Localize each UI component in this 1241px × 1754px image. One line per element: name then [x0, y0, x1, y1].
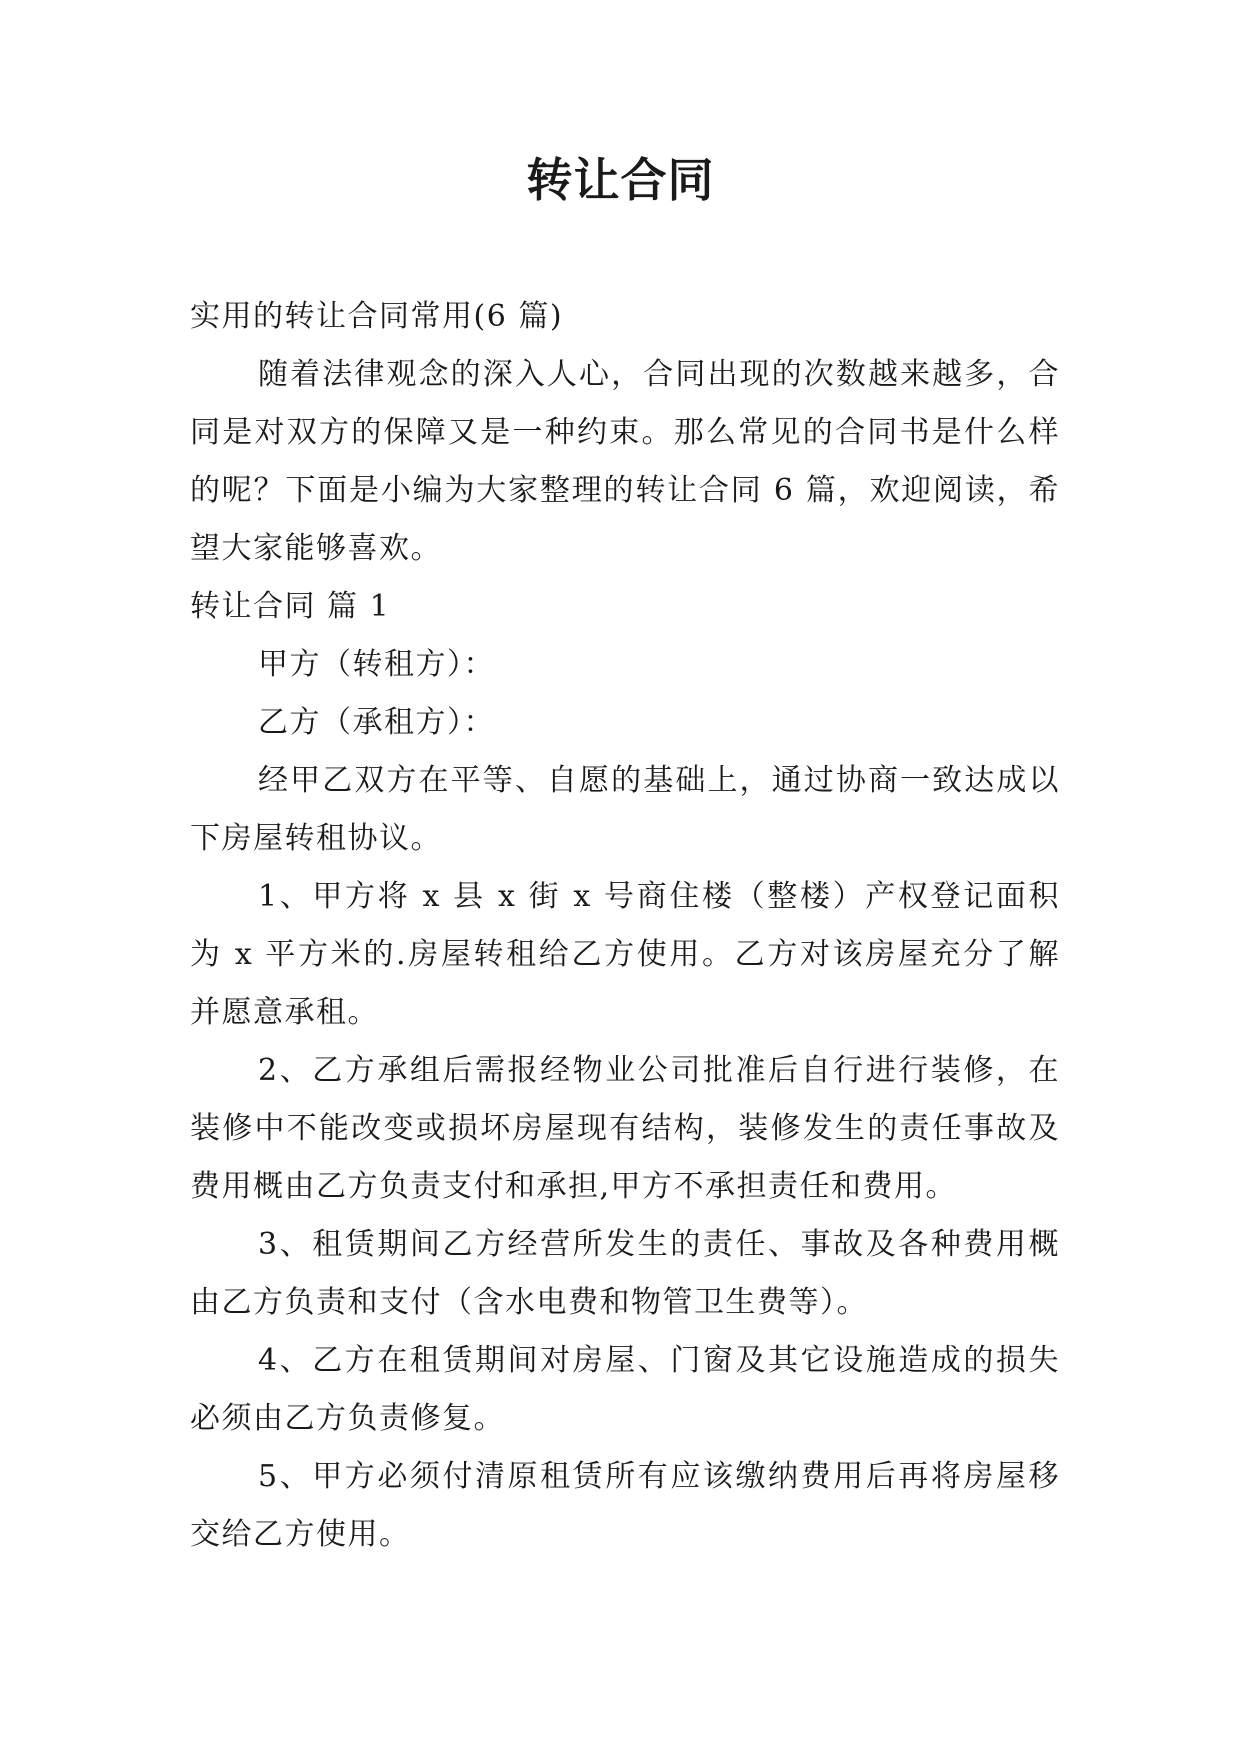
document-subtitle: 实用的转让合同常用(6 篇) — [190, 299, 564, 334]
intro-paragraph: 随着法律观念的深入人心，合同出现的次数越来越多，合同是对双方的保障又是一种约束。那么常见的合同书是什么样的呢？下面是小编为大家整理的转让合同 6 篇，欢迎阅读，希望大家能够喜欢。 — [190, 357, 1060, 566]
party-b-line: 乙方（承租方）： — [258, 705, 495, 740]
clause-2: 2、乙方承组后需报经物业公司批准后自行进行装修，在装修中不能改变或损坏房屋现有结构，装修发生的责任事故及费用概由乙方负责支付和承担,甲方不承担责任和费用。 — [190, 1053, 1060, 1204]
document-body — [190, 288, 1060, 1564]
document-title: 转让合同 — [526, 153, 715, 207]
clause-1: 1、甲方将 x 县 x 街 x 号商住楼（整楼）产权登记面积为 x 平方米的.房屋转租给乙方使用。乙方对该房屋充分了解并愿意承租。 — [190, 879, 1060, 1030]
clause-4: 4、乙方在租赁期间对房屋、门窗及其它设施造成的损失必须由乙方负责修复。 — [190, 1343, 1060, 1436]
clause-5: 5、甲方必须付清原租赁所有应该缴纳费用后再将房屋移交给乙方使用。 — [190, 1459, 1060, 1552]
party-a-line: 甲方（转租方）： — [258, 647, 495, 682]
clause-3: 3、租赁期间乙方经营所发生的责任、事故及各种费用概由乙方负责和支付（含水电费和物管卫生费等）。 — [190, 1227, 1060, 1320]
section-heading: 转让合同 篇 1 — [190, 589, 391, 624]
preamble-paragraph: 经甲乙双方在平等、自愿的基础上，通过协商一致达成以下房屋转租协议。 — [190, 763, 1060, 856]
